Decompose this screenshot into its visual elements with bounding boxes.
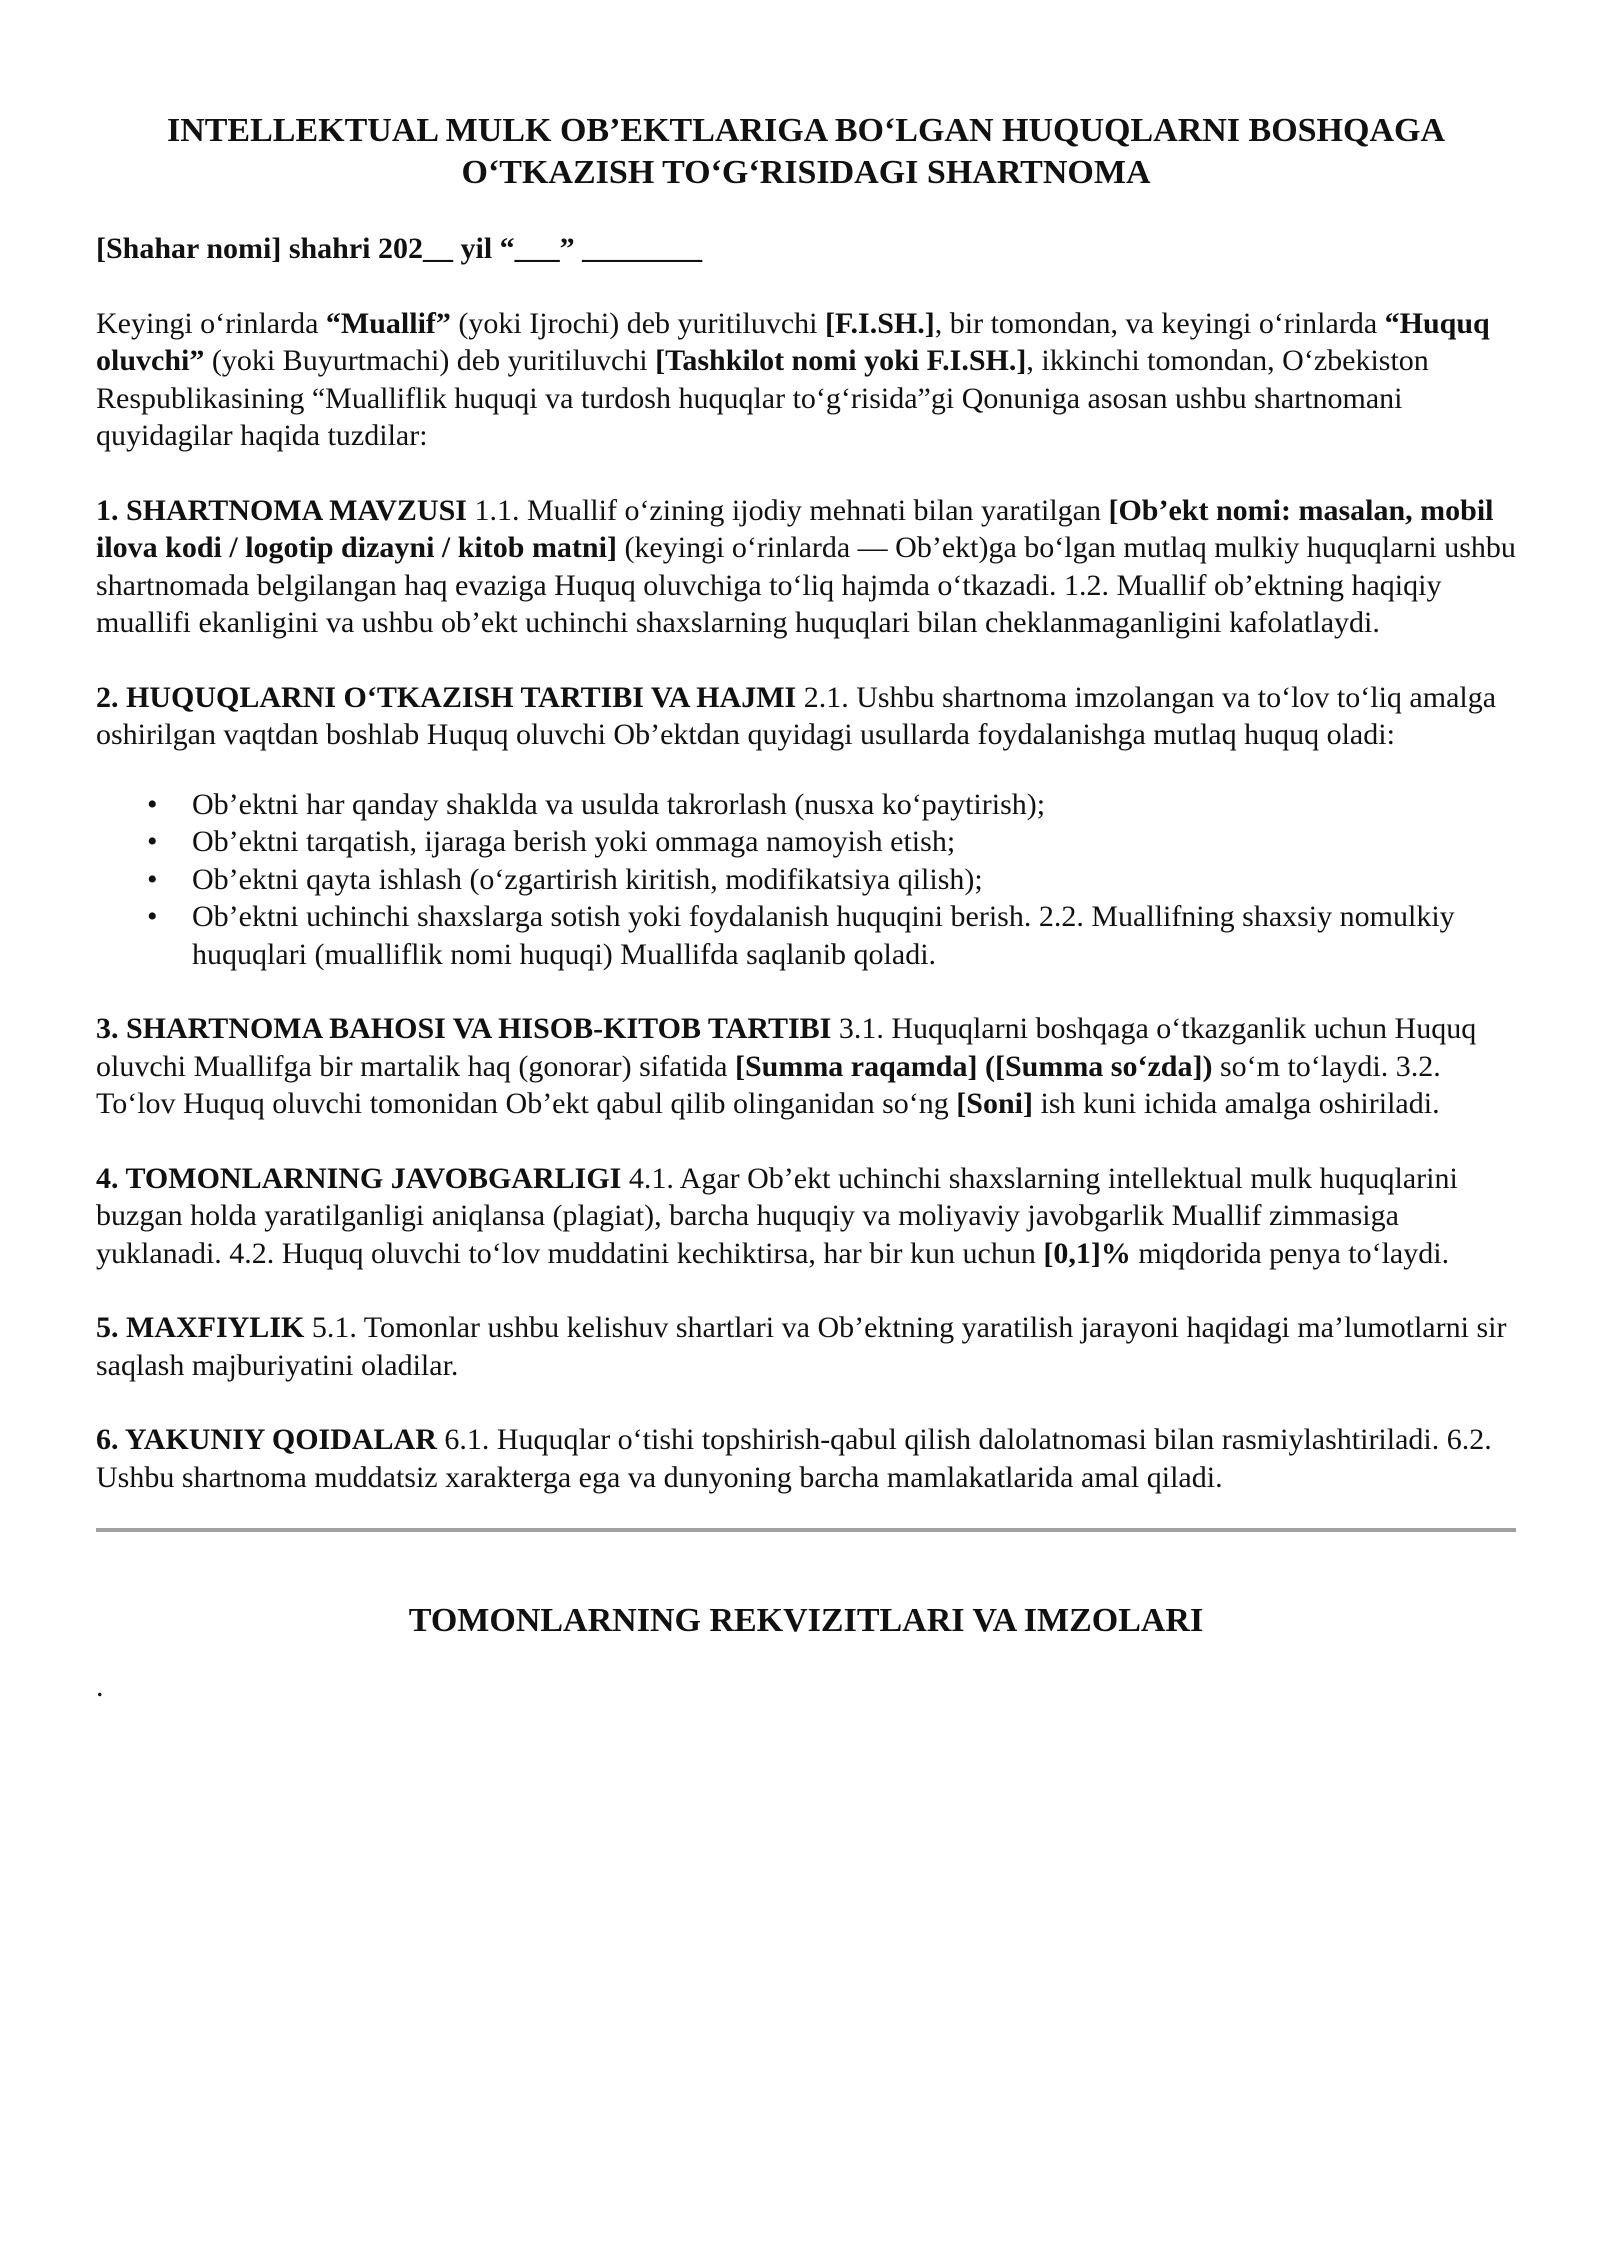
list-item: • Ob’ektni uchinchi shaxslarga sotish yoki foydalanish huquqini berish. 2.2. Muallifning shaxsiy nomulkiy huquqlari (mualliflik nomi huquqi) Muallifda saqlanib qoladi. — [192, 898, 1516, 973]
section-text: 4.1. Agar Ob’ekt uchinchi shaxslarning intellektual mulk huquqlarini buzgan holda yaratilganligi aniqlansa (plagiat), barcha huquqiy va moliyaviy javobgarlik Muallif zimmasiga yuklanadi. 4.2. Huquq oluvchi to‘lov muddatini kechiktirsa, har bir kun uchun — [96, 1161, 1458, 1270]
object-name-placeholder: [Ob’ekt nomi: masalan, mobil ilova kodi / logotip dizayni / kitob matni] — [96, 493, 1494, 564]
requisites-heading: TOMONLARNING REKVIZITLARI VA IMZOLARI — [408, 1602, 1204, 1639]
section-text: 5.1. Tomonlar ushbu kelishuv shartlari va Ob’ektning yaratilish jarayoni haqidagi ma’lumotlarni sir saqlash majburiyatini oladilar. — [96, 1311, 1507, 1382]
list-item: • Ob’ektni tarqatish, ijaraga berish yoki ommaga namoyish etish; — [192, 823, 1516, 861]
days-placeholder: [Soni] — [956, 1087, 1033, 1120]
section-6 — [96, 1421, 1516, 1496]
document-title-line-2: O‘TKAZISH TO‘G‘RISIDAGI SHARTNOMA — [461, 154, 1151, 191]
section-text: 6.1. Huquqlar o‘tishi topshirish-qabul qilish dalolatnomasi bilan rasmiylashtiriladi. 6.2. Ushbu shartnoma muddatsiz xarakterga ega va dunyoning barcha mamlakatlarida amal qiladi. — [96, 1423, 1492, 1494]
place-date-line: [Shahar nomi] shahri 202__ yil “___” ________ — [96, 232, 703, 265]
document-title-line-1: INTELLEKTUAL MULK OB’EKTLARIGA BO‘LGAN HUQUQLARNI BOSHQAGA — [166, 112, 1446, 149]
section-text: 3.1. Huquqlarni boshqaga o‘tkazganlik uchun Huquq oluvchi Muallifga bir martalik haq (gonorar) sifatida — [96, 1012, 1477, 1083]
intro-text: (yoki Ijrochi) deb yuritiluvchi — [450, 306, 825, 340]
section-1 — [96, 492, 1516, 642]
rights-list — [96, 786, 1516, 974]
section-heading: 6. YAKUNIY QOIDALAR — [96, 1423, 437, 1456]
section-5 — [96, 1309, 1516, 1384]
document-page — [96, 110, 1516, 1705]
penalty-rate-placeholder: [0,1]% — [1043, 1236, 1131, 1270]
sum-placeholder: [Summa raqamda] ([Summa so‘zda]) — [734, 1049, 1213, 1083]
horizontal-divider — [96, 1528, 1516, 1532]
section-text: 2.1. Ushbu shartnoma imzolangan va to‘lov to‘liq amalga oshirilgan vaqtdan boshlab Huquq oluvchi Ob’ektdan quyidagi usullarda foydalanishga mutlaq huquq oladi: — [96, 680, 1497, 751]
section-text: (keyingi o‘rinlarda — Ob’ekt)ga bo‘lgan mutlaq mulkiy huquqlarni ushbu shartnomada belgilangan haq evaziga Huquq oluvchiga to‘liq hajmda o‘tkazadi. 1.2. Muallif ob’ektning haqiqiy muallifi ekanligini va ushbu ob’ekt uchinchi shaxslarning huquqlari bilan cheklanmaganligini kafolatlaydi. — [96, 531, 1516, 639]
section-text: so‘m to‘laydi. 3.2. To‘lov Huquq oluvchi tomonidan Ob’ekt qabul qilib olinganidan so‘ng — [96, 1049, 1441, 1120]
section-4 — [96, 1160, 1516, 1273]
section-3 — [96, 1010, 1516, 1123]
author-term: “Muallif” — [325, 306, 451, 340]
document-title — [96, 110, 1516, 194]
intro-text: , ikkinchi tomondan, O‘zbekiston Respublikasining “Mualliflik huquqi va turdosh huquqlar to‘g‘risida”gi Qonuniga asosan ushbu shartnomani quyidagilar haqida tuzdilar: — [96, 344, 1429, 452]
section-2 — [96, 679, 1516, 754]
section-heading: 1. SHARTNOMA MAVZUSI — [96, 493, 467, 527]
intro-text: (yoki Buyurtmachi) deb yuritiluvchi — [204, 344, 656, 377]
section-heading: 2. HUQUQLARNI O‘TKAZISH TARTIBI VA HAJMI — [96, 680, 797, 714]
trailing-dot: . — [96, 1670, 104, 1703]
section-heading: 5. MAXFIYLIK — [96, 1311, 305, 1344]
section-text: 1.1. Muallif o‘zining ijodiy mehnati bilan yaratilgan — [466, 493, 1109, 527]
list-item: • Ob’ektni qayta ishlash (o‘zgartirish kiritish, modifikatsiya qilish); — [192, 861, 1516, 899]
intro-text: Keyingi o‘rinlarda — [96, 306, 326, 340]
intro-text: , bir tomondan, va keyingi o‘rinlarda — [934, 306, 1385, 340]
section-heading: 3. SHARTNOMA BAHOSI VA HISOB-KITOB TARTIBI — [96, 1012, 832, 1045]
intro-paragraph — [96, 305, 1516, 455]
list-item: • Ob’ektni har qanday shaklda va usulda takrorlash (nusxa ko‘paytirish); — [192, 786, 1516, 824]
rightholder-name-placeholder: [Tashkilot nomi yoki F.I.SH.] — [655, 344, 1027, 377]
section-heading: 4. TOMONLARNING JAVOBGARLIGI — [96, 1161, 622, 1195]
author-name-placeholder: [F.I.SH.] — [825, 306, 935, 340]
rightholder-term: “Huquq oluvchi” — [96, 306, 1490, 377]
section-text: ish kuni ichida amalga oshiriladi. — [1032, 1087, 1440, 1120]
section-text: miqdorida penya to‘laydi. — [1130, 1236, 1450, 1270]
